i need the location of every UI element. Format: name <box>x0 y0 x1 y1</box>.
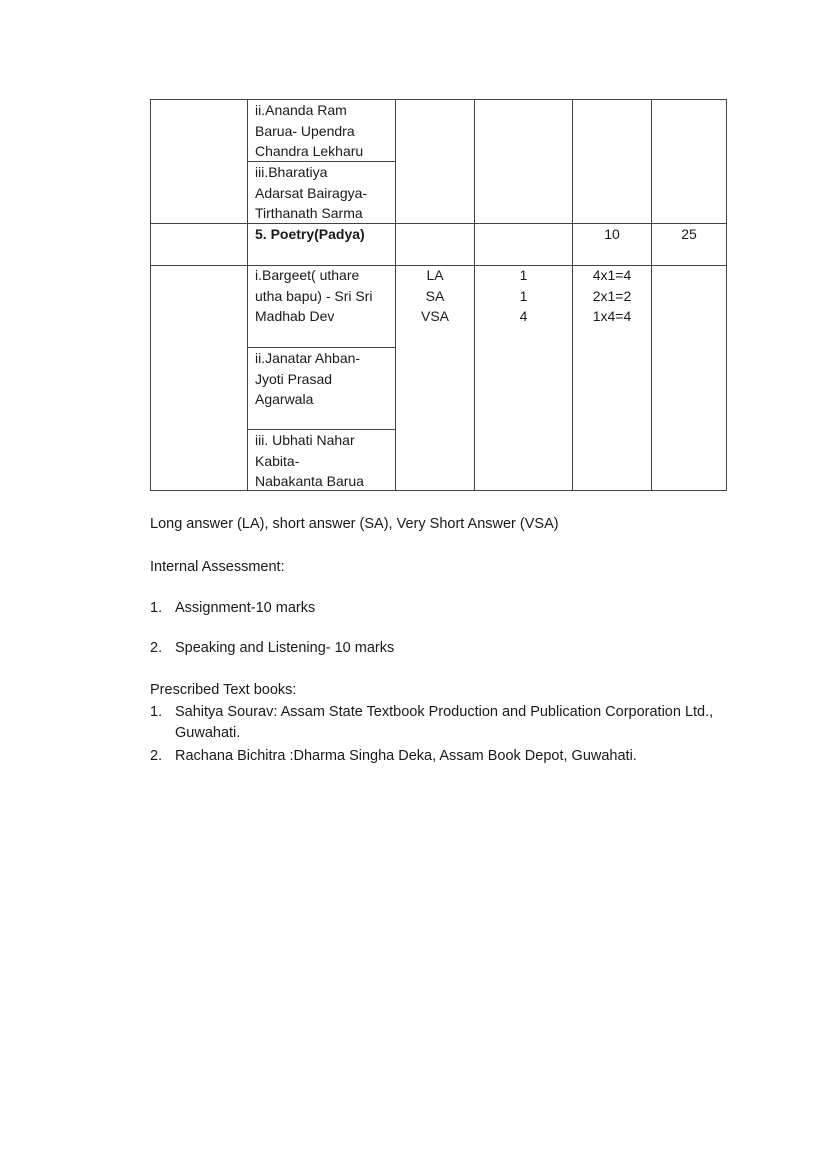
list-number: 2. <box>150 640 163 656</box>
lesson-cell: ii.Ananda Ram Barua- Upendra Chandra Lekharu <box>255 102 364 159</box>
list-item <box>150 638 735 659</box>
column-divider <box>247 99 248 491</box>
question-types: LA SA VSA <box>420 267 449 324</box>
list-number: 1. <box>150 600 163 616</box>
table-border-right <box>726 99 727 491</box>
list-text: Speaking and Listening- 10 marks <box>175 640 395 656</box>
internal-assessment-list <box>150 638 735 659</box>
question-counts: 1 1 4 <box>519 267 528 324</box>
list-text: Assignment-10 marks <box>175 600 316 616</box>
table-border-left <box>150 99 151 491</box>
table-border-bottom <box>150 490 727 491</box>
section-heading-poetry: 5. Poetry(Padya) <box>255 226 365 242</box>
list-item <box>150 746 735 767</box>
column-divider <box>651 99 652 491</box>
internal-assessment-heading: Internal Assessment: <box>150 559 285 575</box>
list-text: Rachana Bichitra :Dharma Singha Deka, Assam Book Depot, Guwahati. <box>175 748 637 764</box>
textbooks-list <box>150 702 735 767</box>
lesson-cell: ii.Janatar Ahban- Jyoti Prasad Agarwala <box>255 350 361 407</box>
list-number: 2. <box>150 748 163 764</box>
section-marks: 10 <box>604 226 620 242</box>
section-total-marks: 25 <box>681 226 697 242</box>
textbooks-heading: Prescribed Text books: <box>150 682 297 698</box>
marks-calculation: 4x1=4 2x1=2 1x4=4 <box>592 267 632 324</box>
list-item <box>150 598 735 619</box>
list-number: 1. <box>150 704 163 720</box>
lesson-cell: iii.Bharatiya Adarsat Bairagya- Tirthanath Sarma <box>255 164 368 221</box>
list-item <box>150 702 735 744</box>
syllabus-table <box>150 99 727 491</box>
table-border-top <box>150 99 727 100</box>
answer-type-legend: Long answer (LA), short answer (SA), Very Short Answer (VSA) <box>150 516 559 532</box>
list-text: Sahitya Sourav: Assam State Textbook Production and Publication Corporation Ltd., Guwahati. <box>175 704 714 741</box>
internal-assessment-list <box>150 598 735 619</box>
lesson-cell: i.Bargeet( uthare utha bapu) - Sri Sri Madhab Dev <box>255 267 373 324</box>
lesson-cell: iii. Ubhati Nahar Kabita- Nabakanta Barua <box>255 432 364 489</box>
